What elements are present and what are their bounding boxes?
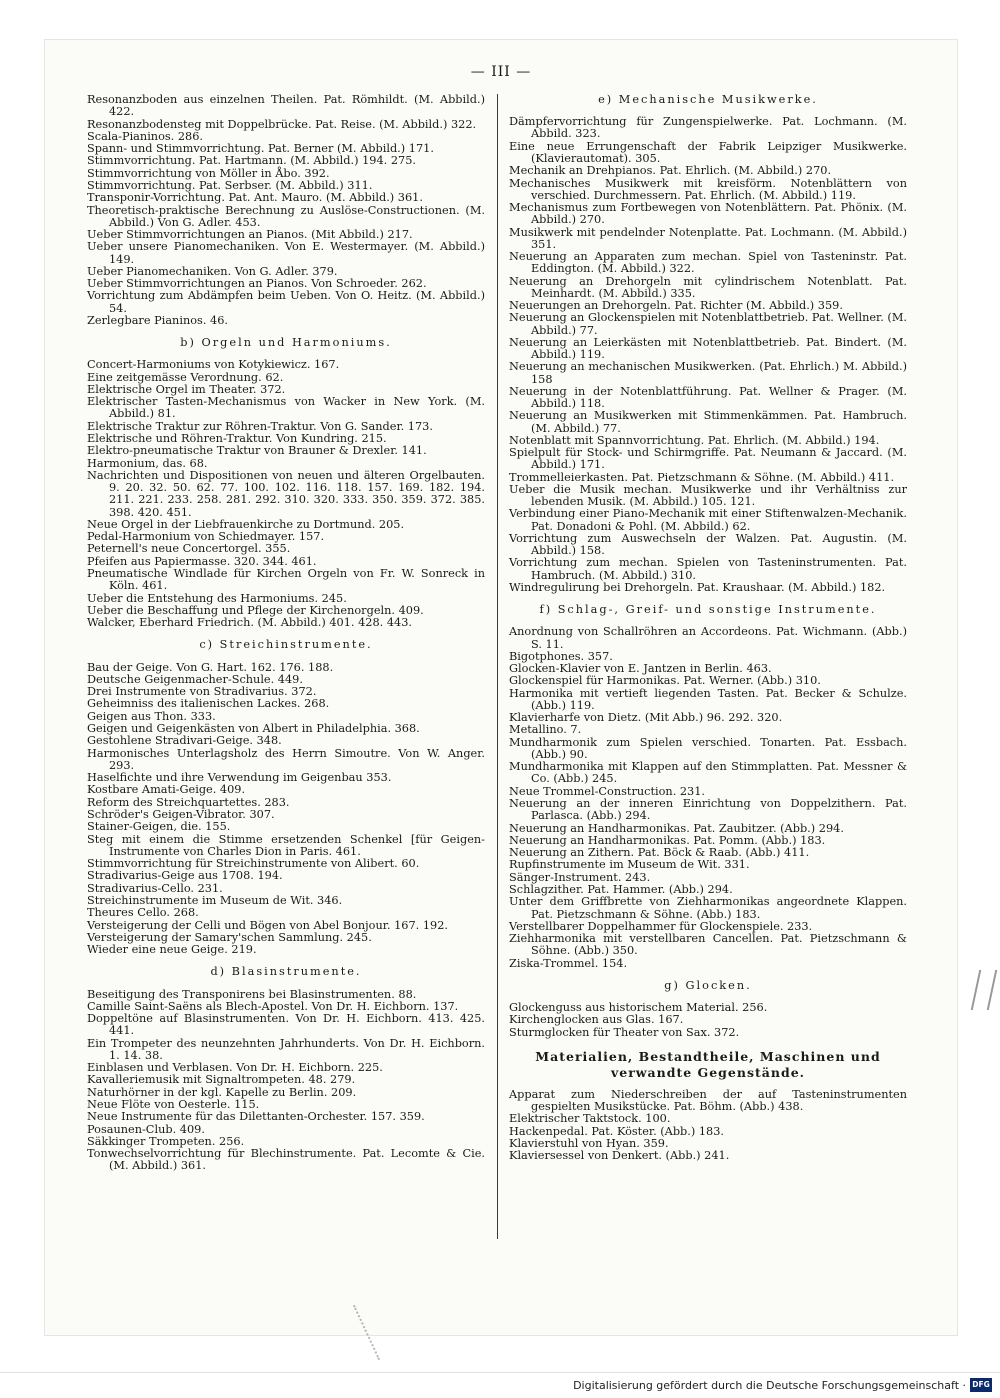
index-entry: Klavierstuhl von Hyan. 359. <box>509 1136 669 1150</box>
index-entry: Tonwechselvorrichtung für Blechinstrumente. Pat. Lecomte & Cie. (M. Abbild.) 361. <box>87 1147 485 1173</box>
index-entry: Theures Cello. 268. <box>87 906 199 920</box>
index-entry: Geigen aus Thon. 333. <box>87 709 216 723</box>
index-entry: Dämpfervorrichtung für Zungenspielwerke. Pat. Lochmann. (M. Abbild. 323. <box>509 115 907 141</box>
section-heading: d) Blasinstrumente. <box>210 965 362 979</box>
index-entry: Windregulirung bei Drehorgeln. Pat. Kraushaar. (M. Abbild.) 182. <box>509 580 886 594</box>
index-entry: Hackenpedal. Pat. Köster. (Abb.) 183. <box>509 1124 725 1138</box>
index-entry: Stainer-Geigen, die. 155. <box>87 820 231 834</box>
section-heading: g) Glocken. <box>664 978 752 992</box>
index-entry: Ueber Pianomechaniken. Von G. Adler. 379. <box>87 264 338 278</box>
index-entry: Ueber die Entstehung des Harmoniums. 245. <box>87 591 347 605</box>
index-entry: Mechanisches Musikwerk mit kreisförm. Notenblättern von verschied. Durchmessern. Pat. Ehrlich. (M. Abbild.) 119. <box>509 176 907 202</box>
index-entry: Klaviersessel von Denkert. (Abb.) 241. <box>509 1149 730 1163</box>
index-entry: Kostbare Amati-Geige. 409. <box>87 783 246 797</box>
index-entry: Spielpult für Stock- und Schirmgriffe. Pat. Neumann & Jaccard. (M. Abbild.) 171. <box>509 446 907 472</box>
index-entry: Deutsche Geigenmacher-Schule. 449. <box>87 672 303 686</box>
index-entry: Vorrichtung zum mechan. Spielen von Tasteninstrumenten. Pat. Hambruch. (M. Abbild.) 310. <box>509 556 907 582</box>
index-entry: Bigotphones. 357. <box>509 649 613 663</box>
index-entry: Unter dem Griffbrette von Ziehharmonikas angeordnete Klappen. Pat. Pietzschmann & Söhne. (Abb.) 183. <box>509 895 907 921</box>
section-heading: c) Streichinstrumente. <box>199 638 373 652</box>
index-entry: Concert-Harmoniums von Kotykiewicz. 167. <box>87 358 340 372</box>
index-entry: Ziehharmonika mit verstellbaren Cancellen. Pat. Pietzschmann & Söhne. (Abb.) 350. <box>509 932 907 958</box>
index-entry: Glockenguss aus historischem Material. 256. <box>509 1001 768 1015</box>
index-entry: Neuerung an der inneren Einrichtung von Doppelzithern. Pat. Parlasca. (Abb.) 294. <box>509 797 907 823</box>
index-entry: Schröder's Geigen-Vibrator. 307. <box>87 808 275 822</box>
index-entry: Ueber die Beschaffung und Pflege der Kirchenorgeln. 409. <box>87 603 424 617</box>
index-entry: Transponir-Vorrichtung. Pat. Ant. Mauro. (M. Abbild.) 361. <box>87 191 423 205</box>
index-entry: Neuerung an Leierkästen mit Notenblattbetrieb. Pat. Bindert. (M. Abbild.) 119. <box>509 335 907 361</box>
index-entry: Ueber Stimmvorrichtungen an Pianos. (Mit Abbild.) 217. <box>87 228 413 242</box>
footer-credit: Digitalisierung gefördert durch die Deutsche Forschungsgemeinschaft · <box>573 1379 966 1392</box>
index-entry: Vorrichtung zum Abdämpfen beim Ueben. Von O. Heitz. (M. Abbild.) 54. <box>87 289 485 315</box>
index-entry: Neuerung an Drehorgeln mit cylindrischem Notenblatt. Pat. Meinhardt. (M. Abbild.) 335. <box>509 274 907 300</box>
index-entry: Elektrische Traktur zur Röhren-Traktur. Von G. Sander. 173. <box>87 419 433 433</box>
index-entry: Sturmglocken für Theater von Sax. 372. <box>509 1025 740 1039</box>
index-entry: Bau der Geige. Von G. Hart. 162. 176. 188. <box>87 660 334 674</box>
index-entry: Mundharmonik zum Spielen verschied. Tonarten. Pat. Essbach. (Abb.) 90. <box>509 735 907 761</box>
index-entry: Musikwerk mit pendelnder Notenplatte. Pat. Lochmann. (M. Abbild.) 351. <box>509 225 907 251</box>
index-entry: Neuerung an Handharmonikas. Pat. Pomm. (Abb.) 183. <box>509 833 826 847</box>
index-entry: Vorrichtung zum Auswechseln der Walzen. Pat. Augustin. (M. Abbild.) 158. <box>509 531 907 558</box>
index-entry: Elektro-pneumatische Traktur von Brauner & Drexler. 141. <box>87 444 427 458</box>
index-entry: Drei Instrumente von Stradivarius. 372. <box>87 685 317 699</box>
index-entry: Eine zeitgemässe Verordnung. 62. <box>87 370 284 384</box>
index-entry: Schlagzither. Pat. Hammer. (Abb.) 294. <box>509 883 733 897</box>
index-entry: Neue Instrumente für das Dilettanten-Orchester. 157. 359. <box>87 1110 425 1124</box>
index-entry: Harmonium, das. 68. <box>87 456 208 470</box>
index-entry: Elektrische und Röhren-Traktur. Von Kundring. 215. <box>87 432 387 446</box>
index-entry: Naturhörner in der kgl. Kapelle zu Berlin. 209. <box>87 1085 357 1099</box>
index-entry: Pedal-Harmonium von Schiedmayer. 157. <box>87 530 325 544</box>
index-entry: Pneumatische Windlade für Kirchen Orgeln von Fr. W. Sonreck in Köln. 461. <box>87 567 485 593</box>
index-entry: Ein Trompeter des neunzehnten Jahrhunderts. Von Dr. H. Eichborn. 1. 14. 38. <box>87 1036 485 1062</box>
index-entry: Neuerung an Glockenspielen mit Notenblattbetrieb. Pat. Wellner. (M. Abbild.) 77. <box>509 311 907 337</box>
index-entry: Säkkinger Trompeten. 256. <box>87 1134 245 1148</box>
index-entry: Resonanzbodensteg mit Doppelbrücke. Pat. Reise. (M. Abbild.) 322. <box>87 117 477 131</box>
index-entry: Verstellbarer Doppelhammer für Glockenspiele. 233. <box>509 919 813 933</box>
index-entry: Stradivarius-Geige aus 1708. 194. <box>87 869 283 883</box>
index-entry: Rupfinstrumente im Museum de Wit. 331. <box>509 858 750 872</box>
index-entry: Streichinstrumente im Museum de Wit. 346. <box>87 894 343 907</box>
index-entry: Doppeltöne auf Blasinstrumenten. Von Dr. H. Eichborn. 413. 425. 441. <box>87 1012 485 1038</box>
index-entry: Ueber unsere Pianomechaniken. Von E. Westermayer. (M. Abbild.) 149. <box>87 240 485 266</box>
ink-blot <box>353 1300 391 1360</box>
index-entry: Camille Saint-Saëns als Blech-Apostel. Von Dr. H. Eichborn. 137. <box>87 999 459 1013</box>
index-entry: Mechanik an Drehpianos. Pat. Ehrlich. (M. Abbild.) 270. <box>509 164 832 178</box>
index-entry: Theoretisch-praktische Berechnung zu Auslöse-Constructionen. (M. Abbild.) Von G. Adler. 453. <box>87 203 485 229</box>
index-entry: Stimmvorrichtung. Pat. Hartmann. (M. Abbild.) 194. 275. <box>87 154 416 168</box>
right-column <box>509 94 907 1163</box>
index-entry: Verbindung einer Piano-Mechanik mit einer Stiftenwalzen-Mechanik. Pat. Donadoni & Pohl. (M. Abbild.) 62. <box>509 507 907 533</box>
index-entry: Versteigerung der Celli und Bögen von Abel Bonjour. 167. 192. <box>87 918 448 932</box>
index-entry: Neuerung in der Notenblattführung. Pat. Wellner & Prager. (M. Abbild.) 118. <box>509 384 907 410</box>
index-entry: Ueber Stimmvorrichtungen an Pianos. Von Schroeder. 262. <box>87 277 427 291</box>
index-entry: Zerlegbare Pianinos. 46. <box>87 313 228 327</box>
index-entry: Anordnung von Schallröhren an Accordeons. Pat. Wichmann. (Abb.) S. 11. <box>509 625 907 651</box>
index-entry: Neuerung an Zithern. Pat. Böck & Raab. (Abb.) 411. <box>509 846 810 860</box>
index-entry: Glocken-Klavier von E. Jantzen in Berlin. 463. <box>509 662 772 676</box>
index-entry: Resonanzboden aus einzelnen Theilen. Pat. Römhildt. (M. Abbild.) 422. <box>87 93 485 119</box>
index-entry: Pfeifen aus Papiermasse. 320. 344. 461. <box>87 554 317 568</box>
section-heading: b) Orgeln und Harmoniums. <box>180 336 392 350</box>
margin-marks <box>971 970 998 1010</box>
index-entry: Scala-Pianinos. 286. <box>87 129 204 143</box>
index-entry: Stimmvorrichtung für Streichinstrumente von Alibert. 60. <box>87 857 420 871</box>
index-entry: Neuerung an mechanischen Musikwerken. (Pat. Ehrlich.) M. Abbild.) 158 <box>509 360 907 386</box>
index-entry: Haselfichte und ihre Verwendung im Geigenbau 353. <box>87 771 392 785</box>
index-entry: Neue Flöte von Oesterle. 115. <box>87 1098 260 1112</box>
index-entry: Stimmvorrichtung. Pat. Serbser. (M. Abbild.) 311. <box>87 178 373 192</box>
index-entry: Elektrischer Tasten-Mechanismus von Wacker in New York. (M. Abbild.) 81. <box>87 395 485 421</box>
dfg-logo: DFG <box>970 1378 992 1392</box>
index-entry: Geigen und Geigenkästen von Albert in Philadelphia. 368. <box>87 722 420 736</box>
index-entry: Stimmvorrichtung von Möller in Åbo. 392. <box>87 166 330 180</box>
left-column <box>87 94 485 1173</box>
index-entry: Trommelleierkasten. Pat. Pietzschmann & Söhne. (M. Abbild.) 411. <box>509 470 895 484</box>
index-entry: Harmonisches Unterlagsholz des Herrn Simoutre. Von W. Anger. 293. <box>87 746 485 772</box>
index-entry: Glockenspiel für Harmonikas. Pat. Werner. (Abb.) 310. <box>509 674 821 688</box>
index-entry: Mundharmonika mit Klappen auf den Stimmplatten. Pat. Messner & Co. (Abb.) 245. <box>509 760 907 786</box>
index-entry: Wieder eine neue Geige. 219. <box>87 943 257 957</box>
index-entry: Neuerungen an Drehorgeln. Pat. Richter (M. Abbild.) 359. <box>509 299 843 312</box>
index-entry: Apparat zum Niederschreiben der auf Tasteninstrumenten gespielten Musikstücke. Pat. Böhm. (Abb.) 438. <box>509 1087 907 1114</box>
index-entry: Versteigerung der Samary'schen Sammlung. 245. <box>87 930 372 944</box>
index-entry: Elektrische Orgel im Theater. 372. <box>87 382 286 396</box>
index-entry: Kavalleriemusik mit Signaltrompeten. 48. 279. <box>87 1073 356 1087</box>
index-entry: Klavierharfe von Dietz. (Mit Abb.) 96. 292. 320. <box>509 711 783 725</box>
index-entry: Geheimniss des italienischen Lackes. 268. <box>87 697 330 711</box>
index-entry: Einblasen und Verblasen. Von Dr. H. Eichborn. 225. <box>87 1061 383 1075</box>
index-entry: Spann- und Stimmvorrichtung. Pat. Berner (M. Abbild.) 171. <box>87 142 434 156</box>
index-entry: Neuerung an Musikwerken mit Stimmenkämmen. Pat. Hambruch. (M. Abbild.) 77. <box>509 409 907 435</box>
index-entry: Sänger-Instrument. 243. <box>509 870 651 884</box>
index-entry: Nachrichten und Dispositionen von neuen und älteren Orgelbauten. 9. 20. 32. 50. 62. 77. 100. 102. 116. 118. 157. 169. 182. 194. 211. 221. 233. 258. 281. 292. 310. 320. 333. 350. 359. 372. 385. 398. 420. 451. <box>87 468 485 519</box>
index-entry: Metallino. 7. <box>509 723 582 737</box>
column-divider <box>497 94 498 1239</box>
index-entry: Notenblatt mit Spannvorrichtung. Pat. Ehrlich. (M. Abbild.) 194. <box>509 433 880 447</box>
scanned-page <box>45 40 957 1335</box>
index-entry: Elektrischer Taktstock. 100. <box>509 1112 671 1126</box>
index-entry: Harmonika mit vertieft liegenden Tasten. Pat. Becker & Schulze. (Abb.) 119. <box>509 686 907 712</box>
index-entry: Neuerung an Handharmonikas. Pat. Zaubitzer. (Abb.) 294. <box>509 821 844 835</box>
index-entry: Neuerung an Apparaten zum mechan. Spiel von Tasteninstr. Pat. Eddington. (M. Abbild.) 322. <box>509 250 907 276</box>
index-entry: Gestohlene Stradivari-Geige. 348. <box>87 734 282 748</box>
index-entry: Neue Orgel in der Liebfrauenkirche zu Dortmund. 205. <box>87 517 405 531</box>
index-entry: Ueber die Musik mechan. Musikwerke und ihr Verhältniss zur lebenden Musik. (M. Abbild.) 105. 121. <box>509 482 907 509</box>
index-entry: Neue Trommel-Construction. 231. <box>509 784 706 798</box>
page-number-header: — III — <box>470 64 532 80</box>
index-entry: Eine neue Errungenschaft der Fabrik Leipziger Musikwerke. (Klavierautomat). 305. <box>509 139 907 165</box>
index-entry: Steg mit einem die Stimme ersetzenden Schenkel [für Geigen-Instrumente von Charles Dion in Paris. 461. <box>87 832 485 858</box>
footer-bar <box>0 1372 1000 1398</box>
index-entry: Beseitigung des Transponirens bei Blasinstrumenten. 88. <box>87 987 417 1001</box>
index-entry: Mechanismus zum Fortbewegen von Notenblättern. Pat. Phönix. (M. Abbild.) 270. <box>509 201 907 227</box>
chapter-heading: Materialien, Bestandtheile, Maschinen und verwandte Gegenstände. <box>535 1048 881 1080</box>
section-heading: f) Schlag-, Greif- und sonstige Instrumente. <box>539 603 877 617</box>
index-entry: Reform des Streichquartettes. 283. <box>87 795 290 809</box>
index-entry: Stradivarius-Cello. 231. <box>87 881 223 895</box>
index-entry: Posaunen-Club. 409. <box>87 1122 205 1136</box>
index-entry: Walcker, Eberhard Friedrich. (M. Abbild.) 401. 428. 443. <box>87 616 413 630</box>
index-entry: Peternell's neue Concertorgel. 355. <box>87 542 291 556</box>
index-entry: Kirchenglocken aus Glas. 167. <box>509 1013 684 1027</box>
index-entry: Ziska-Trommel. 154. <box>509 956 628 970</box>
section-heading: e) Mechanische Musikwerke. <box>598 93 818 106</box>
